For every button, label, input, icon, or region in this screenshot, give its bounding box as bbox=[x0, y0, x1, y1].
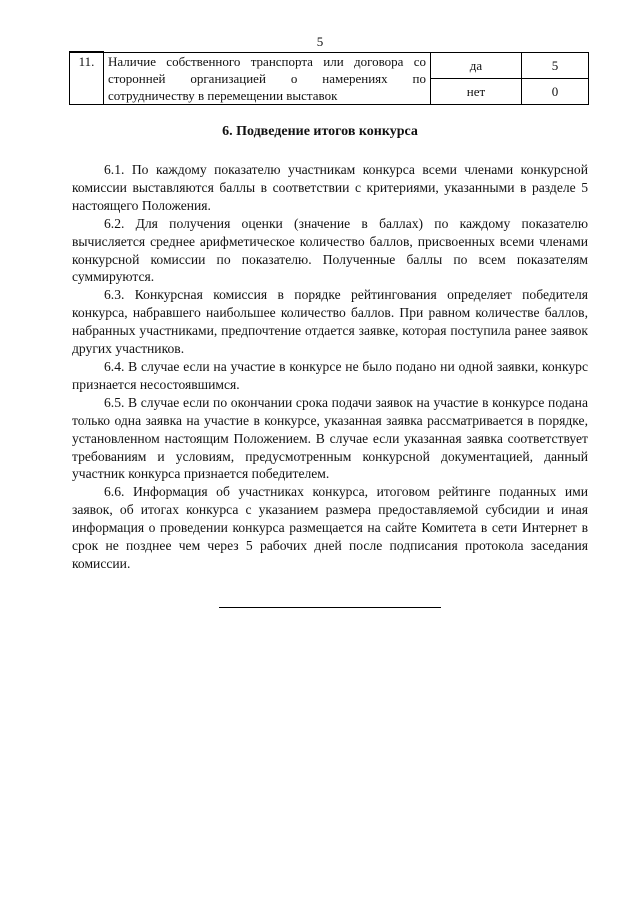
paragraph: 6.6. Информация об участниках конкурса, итоговом рейтинге поданных ими заявок, об итогах конкурса с указанием размера предоставляемой субсидии и иная информация о проведении конкурса размещается на сайте Комитета в сети Интернет в срок не позднее чем через 5 рабочих дней после подписания протокола заседания комиссии. bbox=[72, 484, 588, 571]
option-points: 5 bbox=[522, 52, 589, 78]
paragraph: 6.3. Конкурсная комиссия в порядке рейтингования определяет победителя конкурса, набравшего наибольшее количество баллов. При равном количестве баллов, набранных участниками, предпочтение отдается заявке, которая поступила ранее заявок других участников. bbox=[72, 287, 588, 357]
option-points: 0 bbox=[522, 78, 589, 104]
paragraph: 6.1. По каждому показателю участникам конкурса всеми членами конкурсной комиссии выставляются баллы в соответствии с критериями, указанными в разделе 5 настоящего Положения. bbox=[72, 162, 588, 213]
option-label: да bbox=[431, 52, 522, 78]
section-body bbox=[72, 161, 588, 573]
row-number: 11. bbox=[70, 52, 104, 104]
paragraph: 6.2. Для получения оценки (значение в баллах) по каждому показателю вычисляется среднее арифметическое количество баллов, присвоенных всеми членами конкурсной комиссии по показателю. Полученные баллы по всем показателям суммируются. bbox=[72, 215, 588, 285]
criteria-table bbox=[69, 51, 589, 105]
section-heading: 6. Подведение итогов конкурса bbox=[222, 124, 418, 139]
page-number: 5 bbox=[316, 34, 324, 49]
paragraph: 6.4. В случае если на участие в конкурсе не было подано ни одной заявки, конкурс признается несостоявшимся. bbox=[72, 358, 588, 392]
option-label: нет bbox=[431, 78, 522, 104]
paragraph: 6.5. В случае если по окончании срока подачи заявок на участие в конкурсе подана только одна заявка на участие в конкурсе, указанная заявка рассматривается в порядке, установленном настоящим Положением. В случае если указанная заявка соответствует требованиям и условиям, предусмотренным конкурсной документацией, данный участник конкурса признается победителем. bbox=[72, 394, 588, 482]
table-row bbox=[70, 52, 589, 78]
criterion-description: Наличие собственного транспорта или договора со сторонней организацией о намерениях по сотрудничеству в перемещении выставок bbox=[104, 52, 431, 104]
end-divider bbox=[219, 607, 441, 608]
